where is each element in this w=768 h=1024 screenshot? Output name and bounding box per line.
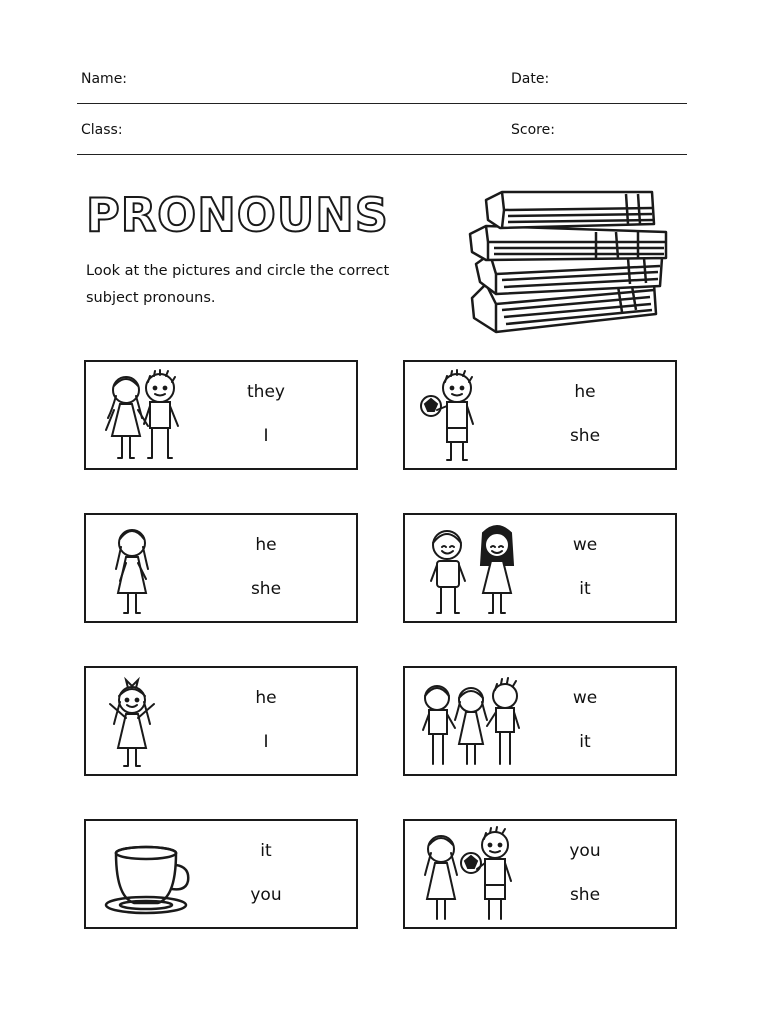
choice-option[interactable]: we (572, 688, 598, 708)
pronoun-card (84, 513, 358, 623)
boy-with-soccer-ball-icon (411, 366, 533, 466)
pronoun-card (84, 360, 358, 470)
pronoun-card (84, 666, 358, 776)
choice-option[interactable]: it (579, 579, 591, 599)
pronoun-card (84, 819, 358, 929)
choice-option[interactable]: it (260, 841, 272, 861)
girl-standing-icon (92, 519, 214, 619)
choice-option[interactable]: she (569, 885, 601, 905)
page-title: PRONOUNS (86, 188, 389, 242)
choice-option[interactable]: you (569, 841, 601, 861)
choice-option[interactable]: it (579, 732, 591, 752)
instructions: Look at the pictures and circle the correct subject pronouns. (86, 263, 390, 306)
score-label: Score: (511, 122, 555, 138)
choice-option[interactable]: he (255, 535, 277, 555)
girl-waving-icon (92, 672, 214, 772)
choice-option[interactable]: she (569, 426, 601, 446)
name-label: Name: (81, 71, 128, 87)
choice-option[interactable]: I (263, 426, 269, 446)
choice-option[interactable]: you (250, 885, 282, 905)
three-children-holding-hands-icon (411, 672, 533, 772)
choice-option[interactable]: he (574, 382, 596, 402)
books-stack-icon (466, 186, 676, 340)
class-label: Class: (81, 122, 123, 138)
choice-option[interactable]: he (255, 688, 277, 708)
choice-option[interactable]: she (250, 579, 282, 599)
choice-option[interactable]: I (263, 732, 269, 752)
choice-option[interactable]: they (247, 382, 285, 402)
boy-and-girl-smiling-icon (411, 519, 533, 619)
girl-and-boy-with-ball-icon (411, 825, 533, 925)
date-label: Date: (511, 71, 550, 87)
header-divider (77, 103, 687, 104)
boy-and-girl-holding-hands-icon (92, 366, 214, 466)
coffee-cup-icon (92, 825, 214, 925)
pronoun-card (403, 666, 677, 776)
pronoun-card (403, 360, 677, 470)
header-divider-bottom (77, 154, 687, 155)
pronoun-card (403, 513, 677, 623)
pronoun-card (403, 819, 677, 929)
choice-option[interactable]: we (572, 535, 598, 555)
